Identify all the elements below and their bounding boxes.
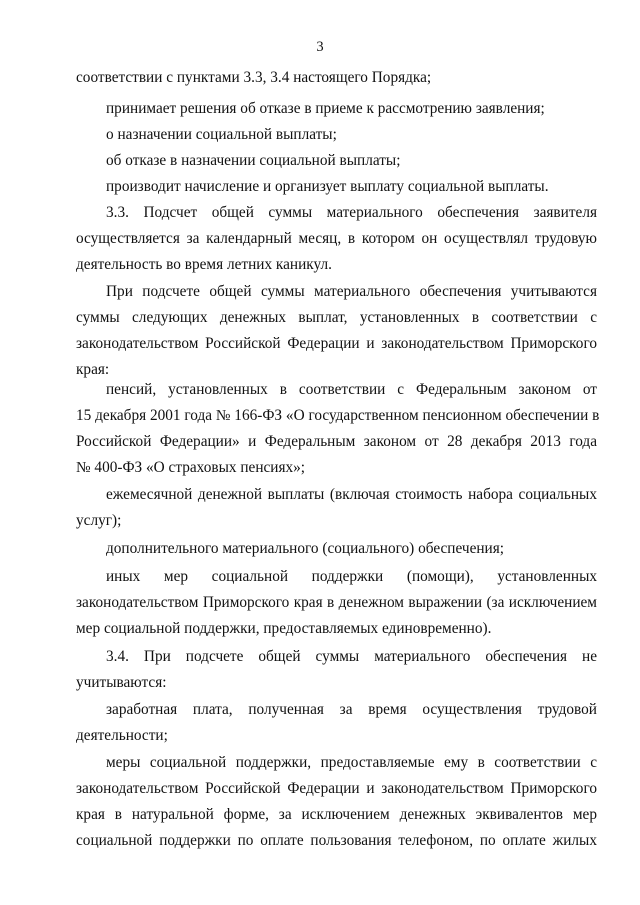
text-line: учитываются: [76,674,167,691]
paragraph-assignment [76,122,597,148]
text-line: законодательством Приморского края в денежном выражении (за исключением [76,594,597,611]
paragraph-3-3 [76,200,597,278]
paragraph-refusal-acceptance [76,96,597,122]
text-line: законодательством Российской Федерации и законодательством Приморского [76,335,597,352]
text-line: 15 декабря 2001 года № 166-ФЗ «О государственном пенсионном обеспечении в [76,407,600,424]
text-line: социальной поддержки по оплате пользования телефоном, по оплате жилых [76,832,597,849]
text-line: края: [76,361,110,378]
text-line: соответствии с пунктами 3.3, 3.4 настоящего Порядка; [76,69,432,86]
text-line: мер социальной поддержки, предоставляемых единовременно). [76,620,492,637]
text-line: суммы следующих денежных выплат, установленных в соответствии с [76,309,597,326]
text-line: 3.3. Подсчет общей суммы материального обеспечения заявителя [106,204,597,221]
text-line: пенсий, установленных в соответствии с Федеральным законом от [106,381,597,398]
paragraph-included-sums [76,279,597,383]
page-number: 3 [316,39,324,55]
text-line: При подсчете общей суммы материального обеспечения учитываются [106,283,597,300]
paragraph-accrual [76,174,597,200]
text-line: осуществляется за календарный месяц, в котором он осуществлял трудовую [76,230,597,247]
paragraph-other-measures [76,564,597,642]
text-line: услуг); [76,512,122,529]
text-line: законодательством Российской Федерации и законодательством Приморского [76,780,597,797]
text-line: деятельности; [76,727,168,744]
text-line: производит начисление и организует выплату социальной выплаты. [106,178,549,195]
text-line: 3.4. При подсчете общей суммы материального обеспечения не [106,648,597,665]
text-line: принимает решения об отказе в приеме к рассмотрению заявления; [106,100,545,117]
text-line: о назначении социальной выплаты; [106,126,337,143]
paragraph-wages [76,697,597,749]
paragraph-3-4 [76,644,597,696]
paragraph-monthly-payment [76,482,597,534]
paragraph-continuation [76,65,597,91]
text-line: дополнительного материального (социального) обеспечения; [106,540,505,557]
paragraph-natural-support [76,750,597,854]
text-line: края в натуральной форме, за исключением денежных эквивалентов мер [76,806,597,823]
text-line: ежемесячной денежной выплаты (включая стоимость набора социальных [106,486,597,503]
paragraph-additional-support [76,536,597,562]
text-line: № 400-ФЗ «О страховых пенсиях»; [76,459,306,476]
text-line: иных мер социальной поддержки (помощи), установленных [106,568,597,585]
paragraph-pensions [76,377,600,481]
text-line: заработная плата, полученная за время осуществления трудовой [106,701,597,718]
paragraph-refusal-assignment [76,148,597,174]
text-line: Российской Федерации» и Федеральным законом от 28 декабря 2013 года [76,433,597,450]
text-line: деятельность во время летних каникул. [76,256,332,273]
text-line: об отказе в назначении социальной выплаты; [106,152,401,169]
text-line: меры социальной поддержки, предоставляемые ему в соответствии с [106,754,597,771]
